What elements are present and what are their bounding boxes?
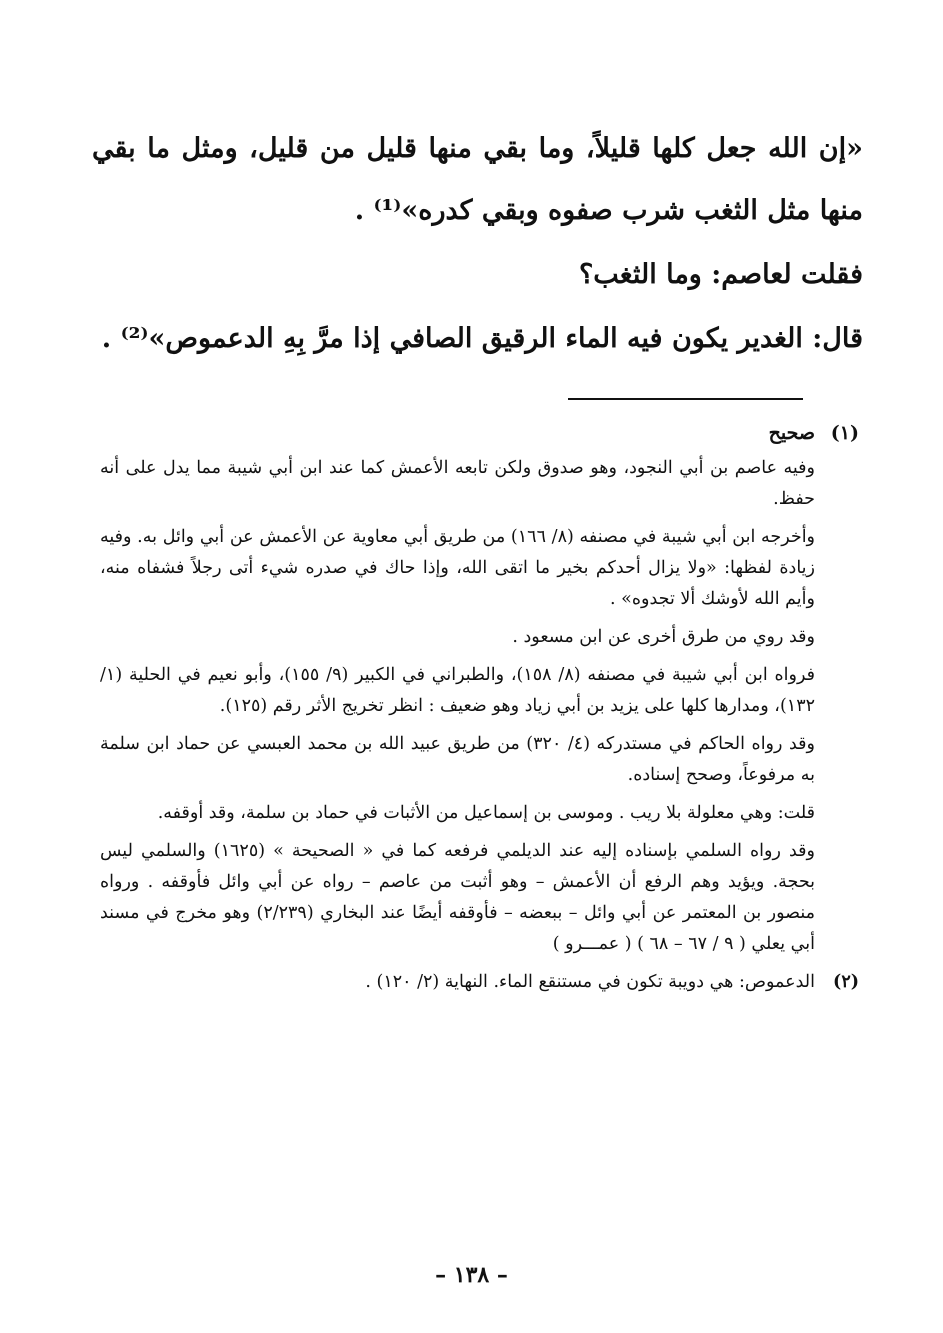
footnotes [100,418,859,998]
footnote-1-paragraph: وأخرجه ابن أبي شيبة في مصنفه (٨/ ١٦٦) من طريق أبي معاوية عن الأعمش عن أبي وائل به. وفيه زيادة لفظها: «ولا يزال أحدكم بخير ما اتقى الله، وإذا حاك في صدره شيء أتى رجلاً فشفاه منه، وأيم الله لأوشك ألا تجدوه» . [100,527,816,609]
footnote-1-paragraph: وفيه عاصم بن أبي النجود، وهو صدوق ولكن تابعه الأعمش كما عند ابن أبي شيبة مما يدل على أنه حفظ. [100,458,815,509]
footnote-1-paragraph: وقد رواه الحاكم في مستدركه (٤/ ٣٢٠) من طريق عبيد الله بن محمد العبسي عن حماد ابن سلمة به مرفوعاً، وصحح إسناده. [100,734,815,785]
main-paragraph-question: فقلت لعاصم: وما الثغب؟ [578,259,863,290]
footnote-1-title: صحيح [768,422,815,444]
footnote-1-number: (١) [830,422,859,444]
footnote-1-paragraph: وقد روي من طرق أخرى عن ابن مسعود . [512,627,815,647]
page-number: – ١٣٨ – [435,1262,508,1288]
footnote-1-heading [100,418,859,449]
main-text [92,118,863,370]
main-paragraph-answer: قال: الغدير يكون فيه الماء الرقيق الصافي إذا مرَّ بِهِ الدعموص»⁽²⁾ . [101,323,863,354]
footnote-divider [568,398,803,400]
footnote-2-text: الدعموص: هي دويبة تكون في مستنقع الماء. النهاية (٢/ ١٢٠) . [365,972,815,992]
footnote-2 [100,967,859,998]
main-paragraph-hadith: «إن الله جعل كلها قليلاً، وما بقي منها قليل من قليل، ومثل ما بقي منها مثل الثغب شرب صفوه وبقي كدره»⁽¹⁾ . [92,133,863,226]
footnote-1-paragraph: وقد رواه السلمي بإسناده إليه عند الديلمي فرفعه كما في « الصحيحة » (١٦٢٥) والسلمي ليس بحجة. ويؤيد وهم الرفع أن الأعمش – وهو أثبت من عاصم – رواه عن أبي وائل فأوقفه . ورواه منصور بن المعتمر عن أبي وائل – ببعضه – فأوقفه أيضًا عند البخاري (٢/٢٣٩) وهو مخرج في مسند أبي يعلي ( ٩ / ٦٧ – ٦٨ ) ( عمـــرو ) [100,841,815,954]
footnote-2-number: (٢) [833,972,859,992]
footnote-1-paragraph: قلت: وهي معلولة بلا ريب . وموسى بن إسماعيل من الأثبات في حماد بن سلمة، وقد أوقفه. [157,803,815,823]
footnote-1-paragraph: فرواه ابن أبي شيبة في مصنفه (٨/ ١٥٨)، والطبراني في الكبير (٩/ ١٥٥)، وأبو نعيم في الحلية (١/ ١٣٢)، ومدارها كلها على يزيد بن أبي زياد وهو ضعيف : انظر تخريج الأثر رقم (١٢٥). [100,665,816,716]
